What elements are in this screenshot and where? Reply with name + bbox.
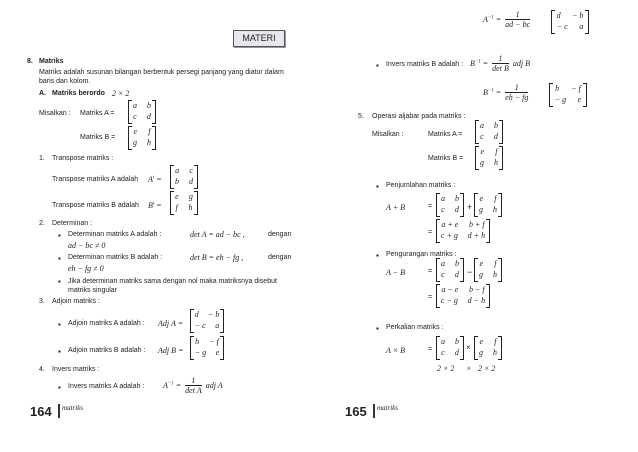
misalkan-label-right: Misalkan : bbox=[372, 131, 404, 138]
add-eq-2: = bbox=[428, 229, 433, 236]
inv-general-matrix: d − b − c a bbox=[551, 10, 589, 34]
adj-b-formula: Adj B = bbox=[158, 346, 184, 355]
matrix-cell: a bbox=[133, 101, 137, 110]
determinan-title: Determinan : bbox=[52, 220, 93, 227]
adjoin-title: Adjoin matriks : bbox=[52, 298, 100, 305]
materi-tag: MATERI bbox=[233, 30, 285, 47]
det-b-condition: eh − fg ≠ 0 bbox=[68, 264, 104, 273]
mul-times: × bbox=[466, 343, 471, 352]
mul-title: ▪ Perkalian matriks : bbox=[386, 324, 444, 331]
transpose-a-symbol: $A^t$ = bbox=[148, 175, 162, 184]
transpose-a-matrix: a c b d bbox=[170, 165, 198, 189]
matrix-cell: h bbox=[147, 138, 151, 147]
add-matrix-a: a b c d bbox=[436, 193, 464, 217]
invers-title: Invers matriks : bbox=[52, 366, 100, 373]
transpose-a-text: Transpose matriks A adalah bbox=[52, 176, 139, 183]
sub-result-matrix: a − e b − f c − g d − h bbox=[436, 284, 490, 308]
matriks-b-label: Matriks B = bbox=[80, 134, 116, 141]
section-number: 8. bbox=[27, 58, 33, 65]
footer-label-right: matriks bbox=[377, 404, 398, 412]
matrix-cell: c bbox=[133, 112, 137, 121]
sub-matrix-b: e f g h bbox=[474, 258, 502, 282]
operasi-number: 5. bbox=[358, 113, 364, 120]
matrix-cell: b bbox=[147, 101, 151, 110]
inv-a-text: ▪ Invers matriks A adalah : bbox=[68, 383, 144, 390]
mul-order-a: 2 × 2 bbox=[437, 364, 455, 373]
inv-b-text: ▪ Invers matriks B adalah : bbox=[386, 61, 463, 68]
add-matrix-b: e f g h bbox=[474, 193, 502, 217]
sub-eq-2: = bbox=[428, 294, 433, 301]
add-result-matrix: a + e b + f c + g d + h bbox=[436, 219, 490, 243]
subsection-title: Matriks berordo bbox=[52, 90, 105, 97]
det-singular-text: ▪ Jika determinan matriks sama dengan nol maka matriksnya disebut matriks singular bbox=[68, 277, 293, 295]
adj-a-matrix: d − b − c a bbox=[190, 309, 224, 333]
add-eq: = bbox=[428, 203, 433, 210]
det-b-tail: dengan bbox=[268, 254, 292, 261]
sub-matrix-a: a b c d bbox=[436, 258, 464, 282]
sub-eq: = bbox=[428, 268, 433, 275]
mul-eq: = bbox=[428, 346, 433, 353]
matrix-cell: f bbox=[148, 127, 151, 136]
mul-lhs: A × B bbox=[386, 346, 406, 355]
inv-b-matrix: h − f − g e bbox=[549, 83, 587, 107]
transpose-number: 1. bbox=[39, 155, 45, 162]
invers-number: 4. bbox=[39, 366, 45, 373]
matriks-b-label-right: Matriks B = bbox=[428, 155, 464, 162]
matrix-a-right: a b c d bbox=[475, 120, 503, 144]
det-a-formula: det A = ad − bc , bbox=[190, 230, 245, 239]
det-a-tail: dengan bbox=[268, 231, 292, 238]
inv-b-formula: $B^{-1}$ = $\frac{1}{\text{det B}}$ adj B bbox=[470, 54, 530, 73]
det-a-text: ▪ Determinan matriks A adalah : bbox=[68, 231, 161, 238]
inv-general-formula: $A^{-1}$ = $\frac{1}{ad - bc}$ bbox=[483, 10, 531, 29]
transpose-b-text: Transpose matriks B adalah bbox=[52, 202, 139, 209]
matrix-b-right: e f g h bbox=[475, 146, 503, 170]
determinan-number: 2. bbox=[39, 220, 45, 227]
sub-lhs: A − B bbox=[386, 268, 406, 277]
adjoin-number: 3. bbox=[39, 298, 45, 305]
order-label: 2 × 2 bbox=[112, 89, 130, 98]
matrix-cell: g bbox=[133, 138, 137, 147]
inv-b-expanded-formula: $B^{-1}$ = $\frac{1}{eh - fg}$ bbox=[483, 83, 529, 102]
inv-a-formula: $A^{-1}$ = $\frac{1}{\text{det A}}$ adj A bbox=[163, 376, 223, 395]
mul-matrix-b: e f g h bbox=[474, 336, 502, 360]
add-lhs: A + B bbox=[386, 203, 406, 212]
matrix-cell: d bbox=[146, 112, 151, 121]
subsection-number: A. bbox=[39, 90, 46, 97]
matriks-a-label: Matriks A = bbox=[80, 110, 115, 117]
adj-b-text: ▪ Adjoin matriks B adalah : bbox=[68, 347, 145, 354]
det-b-text: ▪ Determinan matriks B adalah : bbox=[68, 254, 162, 261]
transpose-b-symbol: $B^t$ = bbox=[148, 201, 162, 210]
intro-text: Matriks adalah susunan bilangan berbentuk persegi panjang yang diatur dalam baris dan kolom. bbox=[39, 69, 284, 85]
operasi-title: Operasi aljabar pada matriks : bbox=[372, 113, 466, 120]
footer-divider-right bbox=[373, 404, 375, 418]
det-a-condition: ad − bc ≠ 0 bbox=[68, 241, 106, 250]
section-title: Matriks bbox=[39, 58, 64, 65]
sub-title: ▪ Pengurangan matriks : bbox=[386, 251, 456, 258]
transpose-b-matrix: e g f h bbox=[170, 191, 198, 215]
mul-matrix-a: a b c d bbox=[436, 336, 464, 360]
transpose-title: Transpose matriks : bbox=[52, 155, 114, 162]
matrix-cell: e bbox=[133, 127, 138, 136]
adj-a-text: ▪ Adjoin matriks A adalah : bbox=[68, 320, 145, 327]
adj-b-matrix: h − f − g e bbox=[190, 336, 224, 360]
footer-divider-left bbox=[58, 404, 60, 418]
matrix-a bbox=[128, 100, 156, 124]
footer-label-left: matriks bbox=[62, 404, 83, 412]
misalkan-label: Misalkan : bbox=[39, 110, 71, 117]
sub-minus: − bbox=[467, 267, 473, 277]
add-title: ▪ Penjumlahan matriks : bbox=[386, 182, 455, 189]
mul-order-b: 2 × 2 bbox=[478, 364, 496, 373]
add-plus: + bbox=[467, 202, 473, 212]
mul-order-times: × bbox=[466, 364, 472, 373]
matrix-b bbox=[128, 126, 156, 150]
adj-a-formula: Adj A = bbox=[158, 319, 184, 328]
page-number-right: 165 bbox=[345, 404, 367, 419]
matriks-a-label-right: Matriks A = bbox=[428, 131, 463, 138]
det-b-formula: det B = eh − fg , bbox=[190, 253, 244, 262]
page-number-left: 164 bbox=[30, 404, 52, 419]
